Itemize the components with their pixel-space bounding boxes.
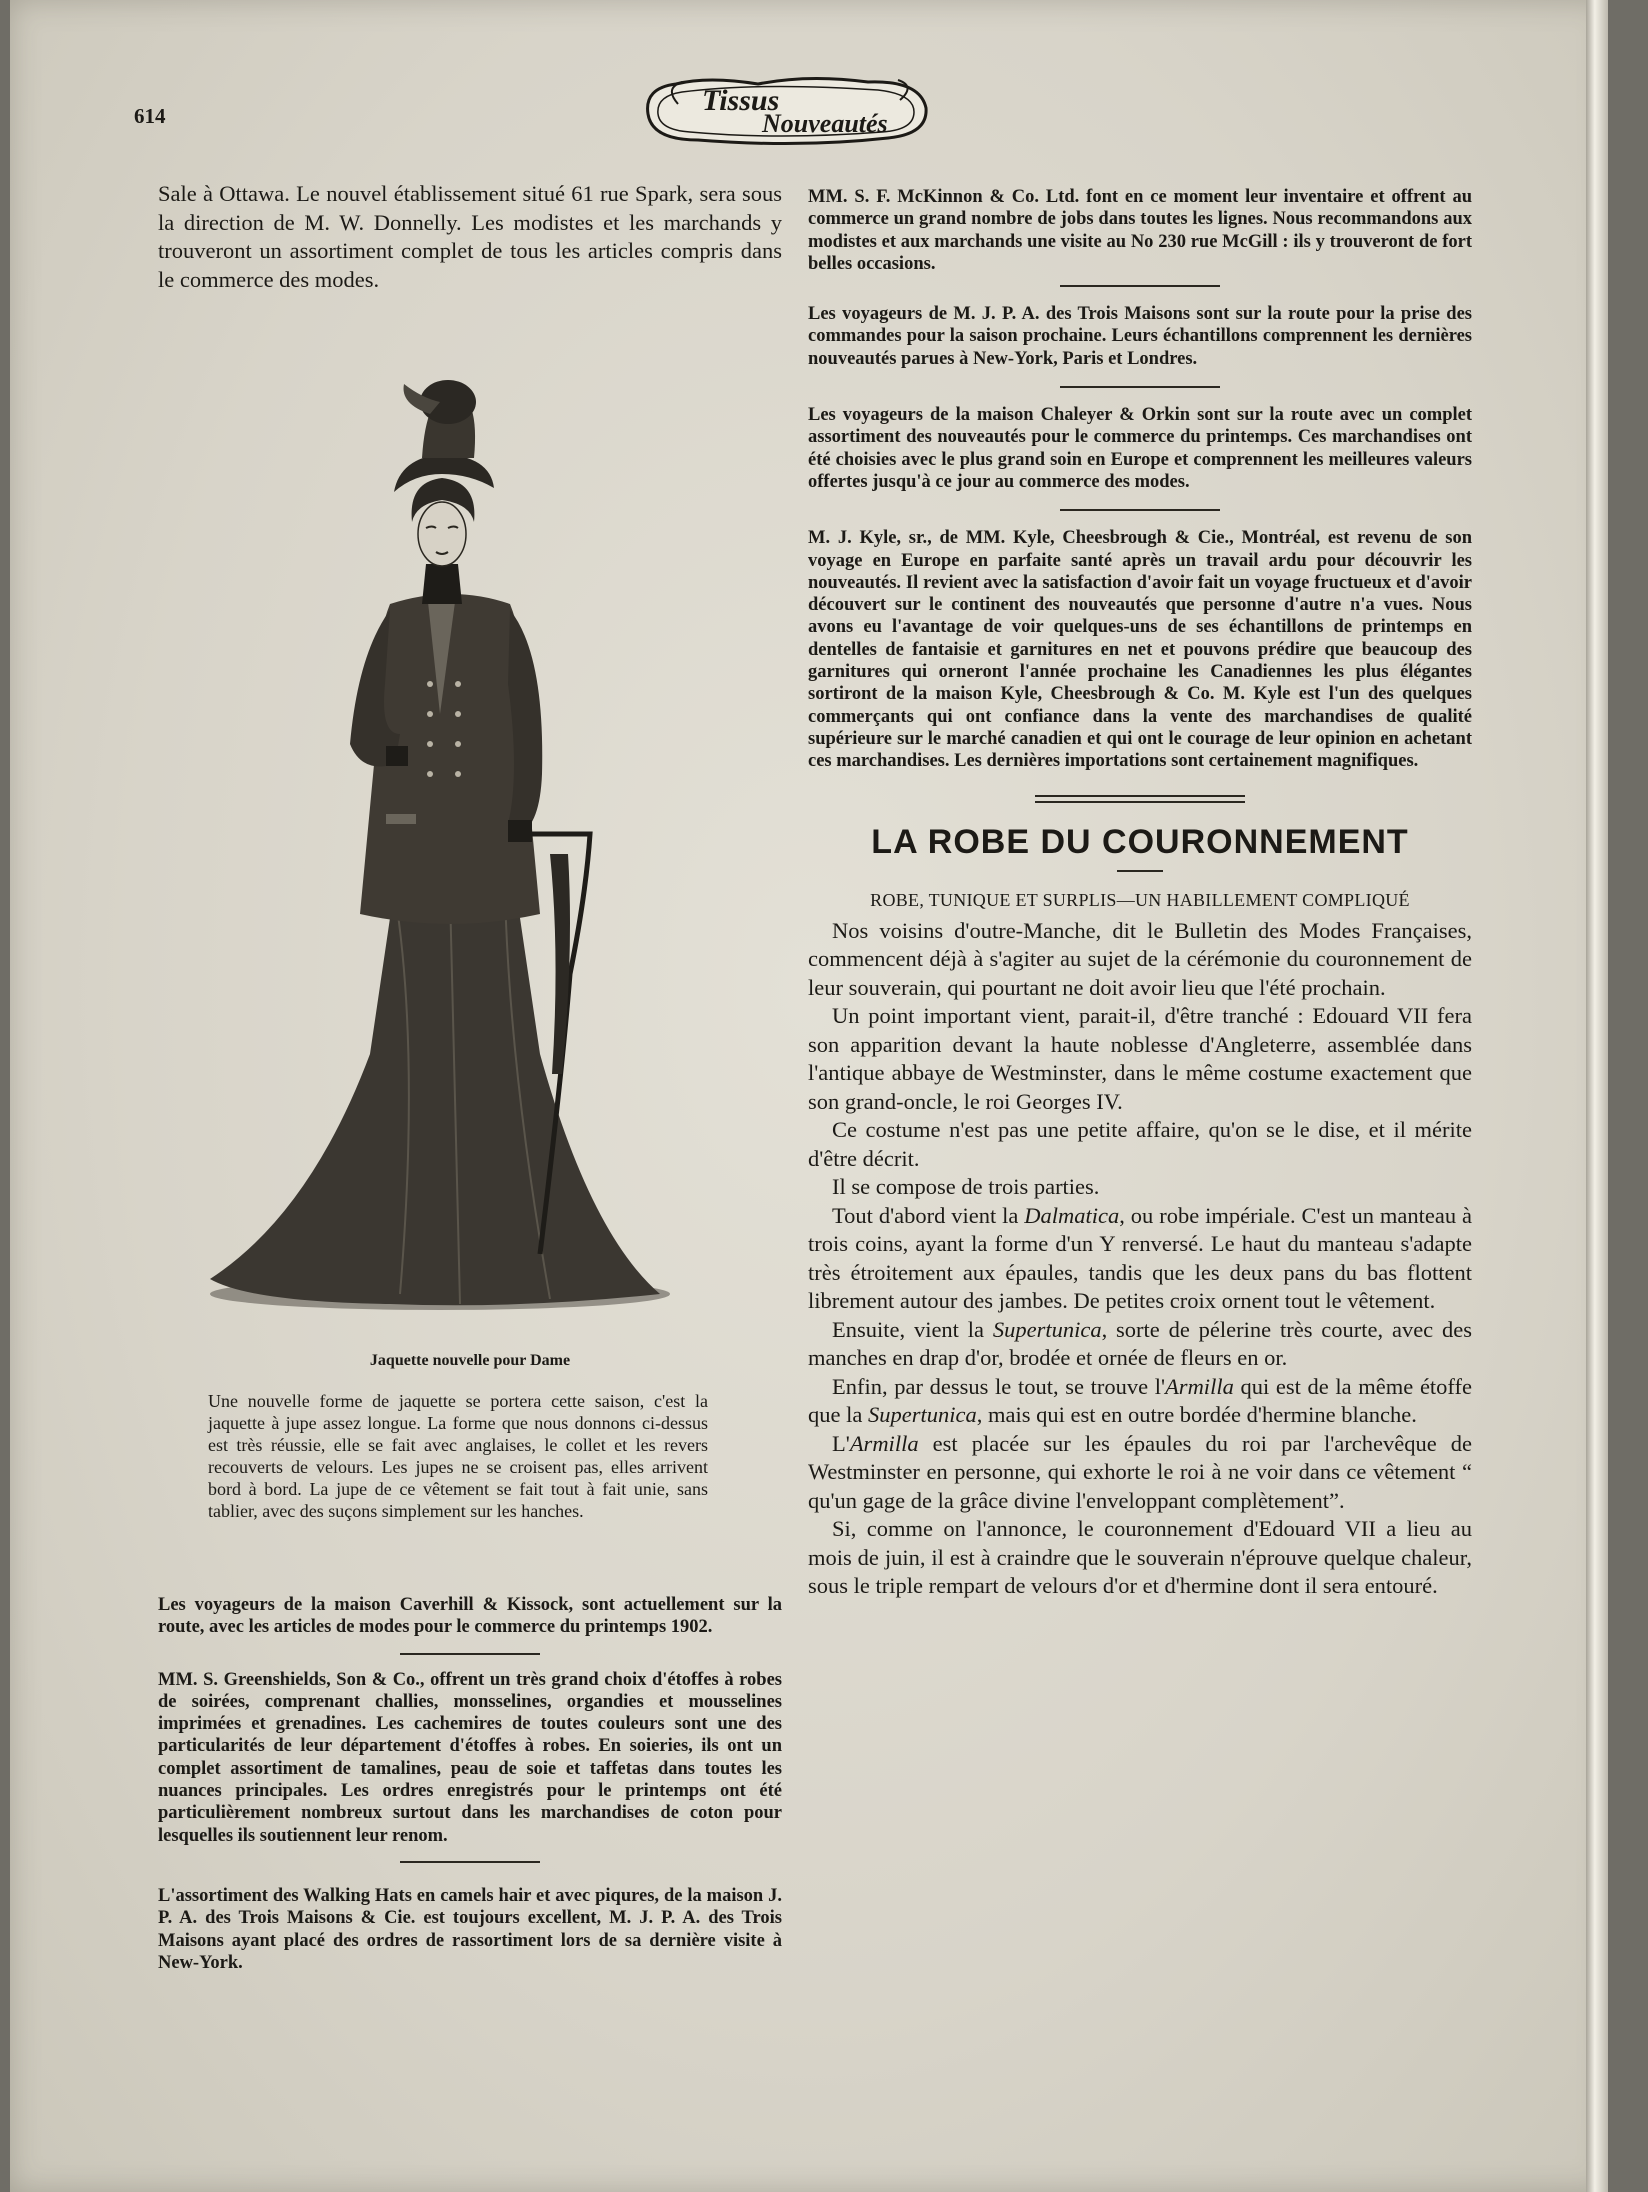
article-paragraph: Si, comme on l'annonce, le couronnement d'Edouard VII a lieu au mois de juin, il est à craindre que le souverain n'éprouve quelque chaleur, sous le triple rempart de velours d'or et d'hermine dont il sera entouré. [808, 1516, 1472, 1599]
article-paragraph: Un point important vient, parait-il, d'être tranché : Edouard VII fera son apparition devant la haute noblesse d'Angleterre, assemblée dans l'antique abbaye de Westminster, dans le même costume exactement que son grand-oncle, le roi Georges IV. [808, 1003, 1472, 1114]
lady-in-jacket-illustration [190, 354, 710, 1354]
article-paragraph: Tout d'abord vient la Dalmatica, ou robe impériale. C'est un manteau à trois coins, ayant la forme d'un Y renversé. Le haut du manteau s'adapte très étroitement aux épaules, tandis que les deux pans du bas flottent librement autour des jambes. De petites croix ornent tout le vêtement. [808, 1202, 1472, 1314]
article-subtitle: ROBE, TUNIQUE ET SURPLIS—UN HABILLEMENT COMPLIQUÉ [870, 889, 1410, 910]
term-supertunica: Supertunica [992, 1316, 1102, 1342]
term-supertunica: Supertunica [867, 1402, 977, 1428]
left-column [158, 180, 782, 294]
news-item-caverhill: Les voyageurs de la maison Caverhill & Kissock, sont actuellement sur la route, avec les articles de modes pour le commerce du printemps 1902. [158, 1595, 782, 1638]
news-item-mckinnon: MM. S. F. McKinnon & Co. Ltd. font en ce moment leur inventaire et offrent au commerce un grand nombre de jobs dans toutes les lignes. Nous recommandons aux modistes et aux marchands une visite au No 230 rue McGill : ils y trouveront de fort belles occasions. [808, 187, 1472, 274]
magazine-page [10, 0, 1608, 2192]
masthead-logo [638, 70, 934, 150]
page-binding-edge [1586, 0, 1608, 2192]
masthead-line1: Tissus [702, 84, 780, 117]
intro-paragraph: Sale à Ottawa. Le nouvel établissement situé 61 rue Spark, sera sous la direction de M. W. Donnelly. Les modistes et les marchands y trouveront un assortiment complet de tous les articles compris dans le commerce des modes. [158, 181, 782, 292]
news-item-trois-maisons: Les voyageurs de M. J. P. A. des Trois Maisons sont sur la route pour la prise des commandes pour la saison prochaine. Leurs échantillons comprennent les dernières nouveautés parues à New-York, Paris et Londres. [808, 304, 1472, 369]
article-paragraph: Ce costume n'est pas une petite affaire, qu'on se le dise, et il mérite d'être décrit. [808, 1117, 1472, 1171]
news-item-walking-hats: L'assortiment des Walking Hats en camels hair et avec piqures, de la maison J. P. A. des Trois Maisons & Cie. est toujours excellent, M. J. P. A. des Trois Maisons ayant placé des ordres de rassortiment lors de sa dernière visite à New-York. [158, 1885, 782, 1973]
article-paragraph: Enfin, par dessus le tout, se trouve l'Armilla qui est de la même étoffe que la Supertunica, mais qui est en outre bordée d'hermine blanche. [808, 1373, 1472, 1428]
figure-caption: Jaquette nouvelle pour Dame [369, 1352, 571, 1369]
news-item-kyle: M. J. Kyle, sr., de MM. Kyle, Cheesbrough & Cie., Montréal, est revenu de son voyage en Europe en parfaite santé après un travail ardu pour découvrir les nouveautés. Il revient avec la satisfaction d'avoir fait un voyage fructueux et d'avoir découvert sur le continent des nouveautés que personne d'autre n'a vues. Nous avons eu l'avantage de voir quelques-uns de ses échantillons de printemps en dentelles de fantaisie et garnitures en net et pouvons prédire que beaucoup des garnitures qui orneront l'année prochaine les Canadiennes les plus élégantes sortiront de la maison Kyle, Cheesbrough & Co. M. Kyle est l'un des quelques commerçants qui ont confiance dans la vente des marchandises de qualité supérieure sur le marché canadien et qui ont le courage de leur opinion en achetant ces marchandises. Les dernières importations sont certainement magnifiques. [808, 528, 1472, 772]
page-number: 614 [134, 104, 166, 128]
separator-rule [400, 1861, 540, 1863]
right-column [808, 186, 1472, 1601]
separator-rule [1060, 509, 1220, 511]
masthead-line2: Nouveautés [762, 109, 888, 138]
double-rule [1035, 795, 1245, 803]
article-paragraph: Nos voisins d'outre-Manche, dit le Bulletin des Modes Françaises, commencent déjà à s'agiter au sujet de la cérémonie du couronnement de leur souverain, qui pourtant ne doit avoir lieu que l'été prochain. [808, 917, 1472, 1000]
term-armilla: Armilla [849, 1430, 919, 1456]
article-paragraph: Il se compose de trois parties. [832, 1174, 1100, 1200]
term-armilla: Armilla [1165, 1373, 1234, 1399]
separator-rule [1060, 386, 1220, 388]
left-news-block [158, 1594, 782, 1974]
separator-rule [400, 1653, 540, 1655]
article-paragraph: L'Armilla est placée sur les épaules du roi par l'archevêque de Westminster en personne, qui exhorte le roi à ne voir dans ce vêtement “ qu'un gage de la grâce divine l'enveloppant complètement”. [808, 1430, 1472, 1513]
article-title: LA ROBE DU COURONNEMENT [871, 822, 1409, 861]
title-underline [1117, 870, 1163, 872]
fashion-illustration [190, 354, 710, 1354]
news-item-chaleyer-orkin: Les voyageurs de la maison Chaleyer & Orkin sont sur la route avec un complet assortiment des nouveautés pour le commerce du printemps. Ces marchandises ont été choisies avec le plus grand soin en Europe et comprennent les meilleures valeurs offertes jusqu'à ce jour au commerce des modes. [808, 405, 1472, 492]
term-dalmatica: Dalmatica [1024, 1202, 1120, 1228]
article-body [808, 917, 1472, 1601]
separator-rule [1060, 285, 1220, 287]
article-paragraph: Ensuite, vient la Supertunica, sorte de pélerine très courte, avec des manches en drap d'or, brodée et ornée de fleurs en or. [808, 1316, 1472, 1371]
news-item-greenshields: MM. S. Greenshields, Son & Co., offrent un très grand choix d'étoffes à robes de soirées, comprenant challies, monsselines, organdies et mousselines imprimées et grenadines. Les cachemires de toutes couleurs sont une des particularités de leur département d'étoffes à robes. En soieries, ils ont un complet assortiment de tamalines, peau de soie et taffetas dans toutes les nuances principales. Les ordres enregistrés pour le printemps ont été particulièrement nombreux surtout dans les marchandises de coton pour lesquelles ils soutiennent leur renom. [158, 1669, 782, 1846]
masthead-logo-graphic [638, 70, 934, 150]
figure-description: Une nouvelle forme de jaquette se portera cette saison, c'est la jaquette à jupe assez longue. La forme que nous donnons ci-dessus est très réussie, elle se fait avec anglaises, le collet et les revers recouverts de velours. Les jupes ne se croisent pas, elles arrivent bord à bord. La jupe de ce vêtement se fait tout à fait unie, sans tablier, avec des suçons simplement sur les hanches. [208, 1391, 708, 1521]
